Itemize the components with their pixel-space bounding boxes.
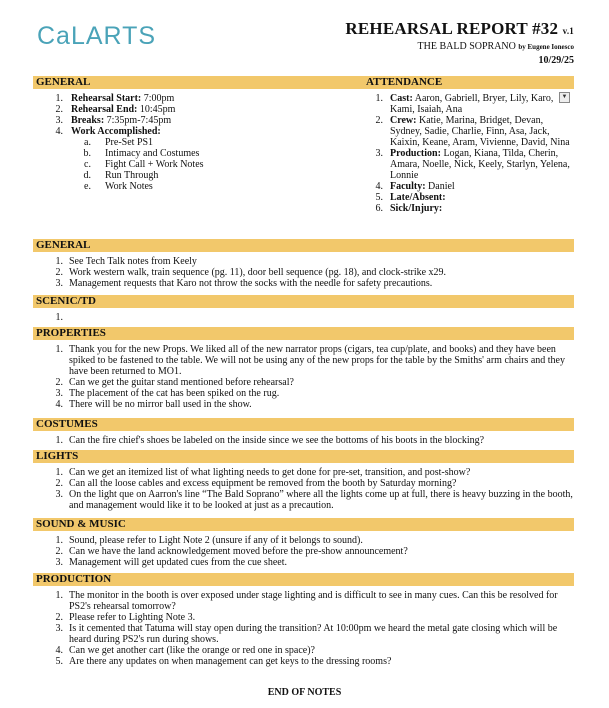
item-number: 1. — [55, 590, 63, 601]
item-value: Katie, Marina, Bridget, Devan, Sydney, Sadie, Charlie, Finn, Asa, Jack, Kaixin, Keane, Aram, Vivienne, David, Nina — [390, 115, 570, 148]
costumes-section — [33, 435, 574, 446]
item-number: 5. — [375, 192, 383, 203]
calarts-logo: CaLARTS — [37, 22, 157, 50]
list-item — [33, 148, 363, 159]
list-item — [33, 489, 574, 511]
list-item — [33, 388, 574, 399]
show-author: by Eugene Ionesco — [518, 43, 574, 51]
item-number: 2. — [55, 104, 63, 115]
item-number: 3. — [55, 489, 63, 500]
item-number: a. — [84, 137, 91, 148]
item-text — [363, 148, 573, 181]
list-item — [33, 590, 574, 612]
item-number: 2. — [375, 115, 383, 126]
list-item — [33, 267, 574, 278]
item-number: e. — [84, 181, 91, 192]
item-text: Management will get updated cues from the cue sheet. — [69, 557, 287, 568]
item-text: Sound, please refer to Light Note 2 (unsure if any of it belongs to sound). — [69, 535, 363, 546]
item-number: 4. — [55, 126, 63, 137]
list-item — [33, 478, 574, 489]
item-text — [33, 93, 363, 104]
properties-section — [33, 344, 574, 410]
list-item — [363, 203, 573, 214]
list-item — [33, 181, 363, 192]
item-number: 3. — [55, 388, 63, 399]
item-number: 2. — [55, 546, 63, 557]
item-number: 2. — [55, 612, 63, 623]
list-item — [33, 278, 574, 289]
general2-section — [33, 256, 574, 289]
general-heading: GENERAL — [33, 76, 363, 89]
item-number: 4. — [55, 399, 63, 410]
item-number: 3. — [55, 115, 63, 126]
item-text: Work Notes — [105, 181, 153, 192]
item-number: 2. — [55, 377, 63, 388]
item-value: 7:35pm-7:45pm — [104, 115, 172, 126]
list-item — [33, 656, 574, 667]
list-item — [33, 535, 574, 546]
item-number: 1. — [55, 344, 63, 355]
report-version: v.1 — [562, 26, 574, 36]
list-item — [363, 181, 573, 192]
item-label: Rehearsal Start: — [71, 93, 142, 104]
report-title — [345, 19, 574, 39]
list-item — [33, 435, 574, 446]
item-text: The monitor in the booth is over exposed under stage lighting and is difficult to see in many cues. Can this be resolved for PS2's rehearsal tomorrow? — [69, 590, 558, 612]
show-name: THE BALD SOPRANO — [417, 41, 516, 52]
item-number: 1. — [55, 435, 63, 446]
item-value: Daniel — [425, 181, 455, 192]
item-text: Are there any updates on when management can get keys to the dressing rooms? — [69, 656, 392, 667]
list-item — [33, 126, 363, 137]
item-text: Fight Call + Work Notes — [105, 159, 204, 170]
sound-section — [33, 535, 574, 568]
attendance-heading: ATTENDANCE — [363, 76, 574, 89]
item-text: Can all the loose cables and excess equipment be removed from the booth by Saturday morning? — [69, 478, 457, 489]
item-number: c. — [84, 159, 91, 170]
item-text — [33, 126, 363, 137]
item-label: Cast: — [390, 93, 413, 104]
item-label: Production: — [390, 148, 441, 159]
scenic-heading: SCENIC/TD — [33, 295, 574, 308]
item-text: On the light que on Aarron's line “The Bald Soprano” where all the lights come up at full, there is heavy buzzing in the booth, and management would like it to be looked at just as a precaution. — [69, 489, 573, 511]
item-number: 1. — [55, 93, 63, 104]
item-number: 1. — [55, 312, 63, 323]
list-item — [33, 467, 574, 478]
item-number: 1. — [375, 93, 383, 104]
properties-heading: PROPERTIES — [33, 327, 574, 340]
item-label: Late/Absent: — [390, 192, 446, 203]
attendance-section — [363, 93, 573, 214]
report-title-text: REHEARSAL REPORT #32 — [345, 19, 559, 38]
production-section — [33, 590, 574, 667]
list-item — [33, 612, 574, 623]
item-number: 2. — [55, 478, 63, 489]
production-heading: PRODUCTION — [33, 573, 574, 586]
lights-section — [33, 467, 574, 511]
item-label: Faculty: — [390, 181, 426, 192]
show-title — [418, 41, 574, 52]
item-number: 3. — [55, 557, 63, 568]
item-text: Management requests that Karo not throw the socks with the needle for safety precautions. — [69, 278, 433, 289]
list-item — [33, 399, 574, 410]
list-item — [33, 557, 574, 568]
item-number: 1. — [55, 467, 63, 478]
list-item — [33, 256, 574, 267]
item-text: Thank you for the new Props. We liked all of the new narrator props (cigars, tea cup/plate, and books) and they have been spiked to be fastened to the table. We will not be using any of the new props for the table by the Smiths' arm chairs and they have been returned to MO1. — [69, 344, 565, 377]
list-item — [33, 377, 574, 388]
item-label: Crew: — [390, 115, 417, 126]
item-text: Can we get an itemized list of what lighting needs to get done for pre-set, transition, and post-show? — [69, 467, 471, 478]
end-of-notes: END OF NOTES — [267, 687, 342, 698]
item-number: 1. — [55, 256, 63, 267]
item-text — [33, 115, 363, 126]
item-text: Work western walk, train sequence (pg. 11), door bell sequence (pg. 18), and clock-strike x29. — [69, 267, 447, 278]
item-number: 4. — [55, 645, 63, 656]
lights-heading: LIGHTS — [33, 450, 574, 463]
item-text: Is it cemented that Tatuma will stay open during the transition? At 10:00pm we heard the metal gate closing which will be heard during PS2's run during shows. — [69, 623, 558, 645]
general-section — [33, 93, 363, 192]
item-text: The placement of the cat has been spiked on the rug. — [69, 388, 280, 399]
item-value: Logan, Kiana, Tilda, Cherin, Amara, Noelle, Nick, Keely, Starlyn, Yelena, Lonnie — [390, 148, 570, 181]
item-value: 10:45pm — [137, 104, 176, 115]
item-number: 4. — [375, 181, 383, 192]
item-text: Can we get the guitar stand mentioned before rehearsal? — [69, 377, 294, 388]
item-text — [363, 93, 573, 115]
item-label: Breaks: — [71, 115, 105, 126]
item-text — [363, 115, 573, 148]
item-number: 1. — [55, 535, 63, 546]
item-number: 3. — [55, 623, 63, 634]
list-item — [33, 104, 363, 115]
sound-heading: SOUND & MUSIC — [33, 518, 574, 531]
list-item — [33, 623, 574, 645]
general2-heading: GENERAL — [33, 239, 574, 252]
list-item — [33, 159, 363, 170]
item-number: 2. — [55, 267, 63, 278]
item-number: 5. — [55, 656, 63, 667]
item-text — [363, 192, 573, 203]
list-item — [33, 344, 574, 377]
list-item — [363, 192, 573, 203]
item-label: Rehearsal End: — [71, 104, 138, 115]
item-value: Aaron, Gabriell, Bryer, Lily, Karo, Kami, Isaiah, Ana — [390, 93, 554, 115]
list-item — [33, 170, 363, 181]
list-item — [33, 137, 363, 148]
item-value: 7:00pm — [141, 93, 175, 104]
item-text: Please refer to Lighting Note 3. — [69, 612, 196, 623]
item-number: b. — [83, 148, 91, 159]
report-date: 10/29/25 — [538, 55, 574, 66]
item-label: Sick/Injury: — [390, 203, 443, 214]
item-text: Intimacy and Costumes — [105, 148, 200, 159]
item-text: Pre-Set PS1 — [105, 137, 154, 148]
list-item — [363, 115, 573, 148]
list-item — [33, 93, 363, 104]
item-text: Can we get another cart (like the orange or red one in space)? — [69, 645, 315, 656]
item-text — [33, 104, 363, 115]
list-item — [363, 93, 573, 115]
item-text: See Tech Talk notes from Keely — [69, 256, 197, 267]
item-text: Can the fire chief's shoes be labeled on the inside since we see the bottoms of his boots in the blocking? — [69, 435, 485, 446]
list-item — [363, 148, 573, 181]
item-number: 3. — [375, 148, 383, 159]
item-text — [363, 181, 573, 192]
item-text — [363, 203, 573, 214]
list-item — [33, 115, 363, 126]
item-text: Can we have the land acknowledgement moved before the pre-show announcement? — [69, 546, 408, 557]
item-text: Run Through — [105, 170, 159, 181]
costumes-heading: COSTUMES — [33, 418, 574, 431]
dropdown-arrow-icon[interactable]: ▼ — [559, 92, 570, 103]
item-number: d. — [83, 170, 91, 181]
list-item — [33, 645, 574, 656]
list-item — [33, 546, 574, 557]
item-number: 6. — [375, 203, 383, 214]
item-number: 3. — [55, 278, 63, 289]
item-text: There will be no mirror ball used in the show. — [69, 399, 252, 410]
item-label: Work Accomplished: — [71, 126, 161, 137]
